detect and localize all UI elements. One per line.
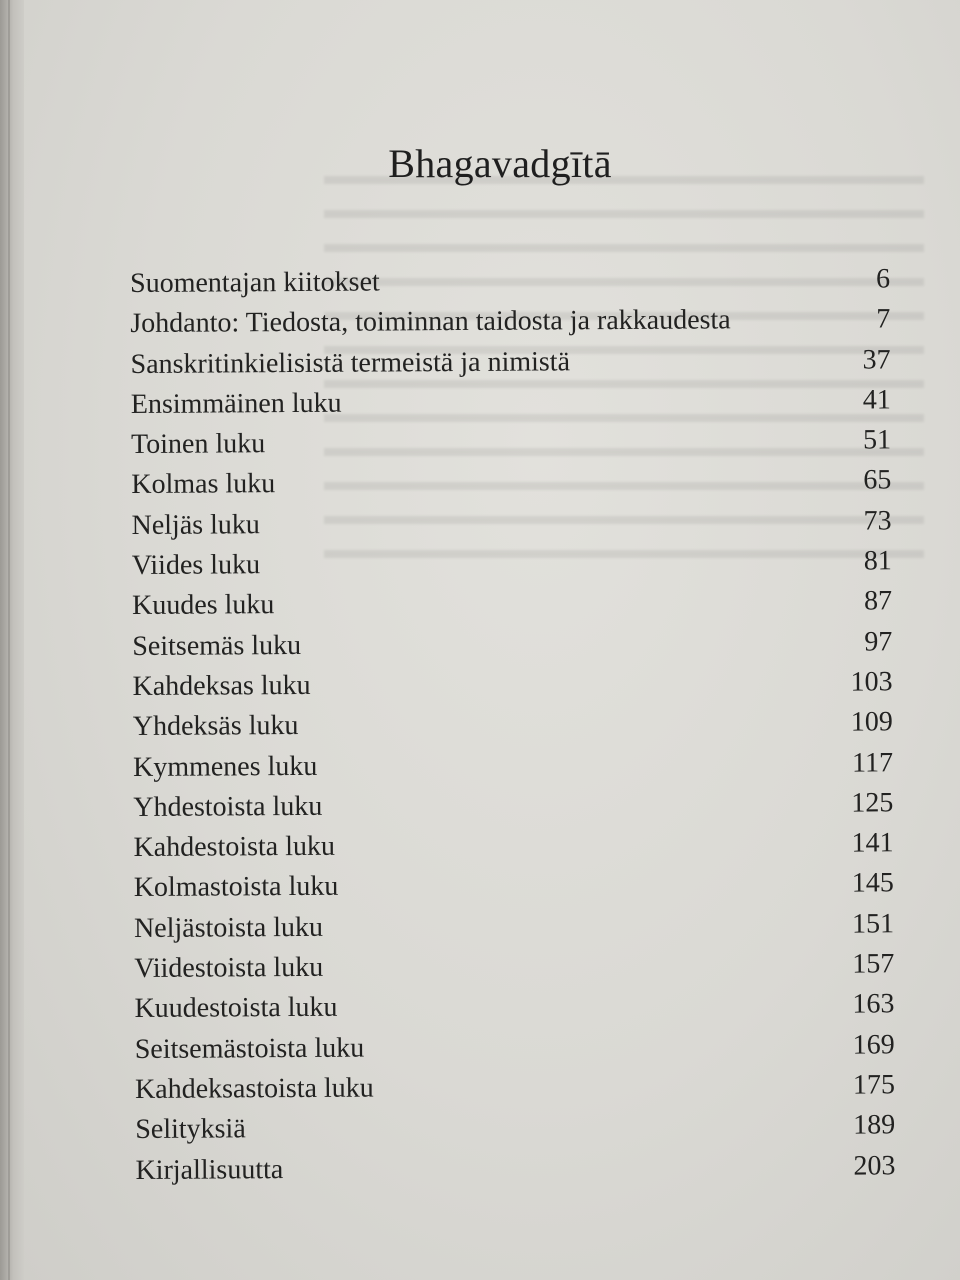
- toc-entry-page-number: 163: [852, 988, 895, 1020]
- toc-entry-page-number: 189: [853, 1109, 896, 1141]
- toc-entry: [135, 1110, 895, 1155]
- toc-entry: [133, 828, 893, 873]
- toc-entry-label: Ensimmäinen luku: [130, 387, 342, 420]
- toc-entry: [130, 263, 890, 308]
- toc-entry-label: Johdanto: Tiedosta, toiminnan taidosta ja rakkaudesta: [130, 304, 731, 340]
- toc-entry: [130, 304, 890, 349]
- toc-entry-label: Neljästoista luku: [133, 911, 324, 944]
- toc-entry: [130, 344, 890, 389]
- spine-edge: [8, 0, 10, 1280]
- toc-entry: [133, 747, 893, 792]
- toc-entry-page-number: 6: [875, 263, 891, 295]
- toc-entry-page-number: 141: [851, 827, 894, 859]
- toc-entry-label: Kolmastoista luku: [133, 871, 339, 904]
- toc-entry-label: Kahdeksas luku: [132, 669, 311, 702]
- toc-entry: [132, 545, 892, 590]
- toc-entry-label: Kahdestoista luku: [133, 830, 336, 864]
- toc-entry-page-number: 7: [876, 303, 891, 335]
- toc-entry: [131, 384, 891, 429]
- toc-entry-page-number: 73: [863, 505, 892, 537]
- table-of-contents: [130, 263, 896, 1194]
- toc-entry-page-number: 169: [852, 1028, 895, 1061]
- toc-entry-label: Kuudes luku: [131, 589, 275, 622]
- toc-entry-label: Kirjallisuutta: [135, 1153, 284, 1186]
- toc-entry-page-number: 103: [850, 666, 893, 698]
- toc-entry: [134, 908, 894, 953]
- toc-entry-page-number: 81: [863, 545, 892, 577]
- toc-entry-page-number: 175: [852, 1069, 896, 1101]
- toc-entry: [135, 1029, 895, 1074]
- toc-entry: [135, 1069, 895, 1114]
- toc-entry-page-number: 117: [851, 746, 894, 779]
- toc-entry-page-number: 203: [853, 1149, 896, 1182]
- toc-entry-page-number: 87: [863, 585, 893, 617]
- toc-entry-label: Selityksiä: [135, 1113, 246, 1146]
- toc-entry: [131, 505, 891, 550]
- toc-entry-page-number: 41: [862, 384, 891, 416]
- toc-entry: [132, 666, 892, 711]
- toc-entry-label: Yhdestoista luku: [133, 790, 323, 823]
- toc-entry-page-number: 65: [863, 464, 892, 497]
- toc-entry: [133, 707, 893, 752]
- toc-entry-page-number: 151: [851, 908, 895, 940]
- toc-entry-label: Suomentajan kiitokset: [130, 266, 380, 299]
- toc-entry-page-number: 97: [864, 626, 893, 658]
- toc-entry-label: Seitsemäs luku: [132, 629, 302, 662]
- toc-entry: [131, 465, 891, 510]
- toc-entry-label: Kuudestoista luku: [134, 992, 338, 1025]
- toc-entry: [134, 989, 894, 1034]
- page-title: Bhagavadgītā: [388, 141, 612, 186]
- toc-entry: [132, 586, 892, 631]
- toc-entry-label: Kahdeksastoista luku: [134, 1072, 374, 1105]
- toc-entry-label: Sanskritinkielisistä termeistä ja nimistä: [130, 345, 571, 380]
- toc-entry-label: Toinen luku: [130, 428, 266, 461]
- toc-entry: [132, 626, 892, 671]
- toc-entry-page-number: 125: [851, 787, 894, 819]
- toc-entry-label: Kolmas luku: [131, 468, 276, 501]
- toc-entry: [134, 948, 894, 993]
- toc-entry: [133, 787, 893, 832]
- toc-entry-label: Yhdeksäs luku: [132, 710, 299, 743]
- toc-entry-page-number: 109: [850, 706, 893, 738]
- toc-entry-label: Neljäs luku: [131, 508, 260, 541]
- toc-entry-label: Viidestoista luku: [134, 951, 324, 985]
- toc-entry-page-number: 51: [862, 424, 892, 456]
- toc-entry: [134, 868, 894, 913]
- toc-entry-page-number: 145: [851, 867, 894, 900]
- toc-entry: [131, 425, 891, 470]
- toc-entry-label: Seitsemästoista luku: [134, 1032, 365, 1065]
- toc-entry: [135, 1150, 895, 1195]
- toc-entry-label: Viides luku: [131, 549, 261, 582]
- toc-entry-page-number: 37: [862, 343, 891, 376]
- toc-entry-label: Kymmenes luku: [132, 750, 318, 783]
- toc-entry-page-number: 157: [852, 948, 895, 980]
